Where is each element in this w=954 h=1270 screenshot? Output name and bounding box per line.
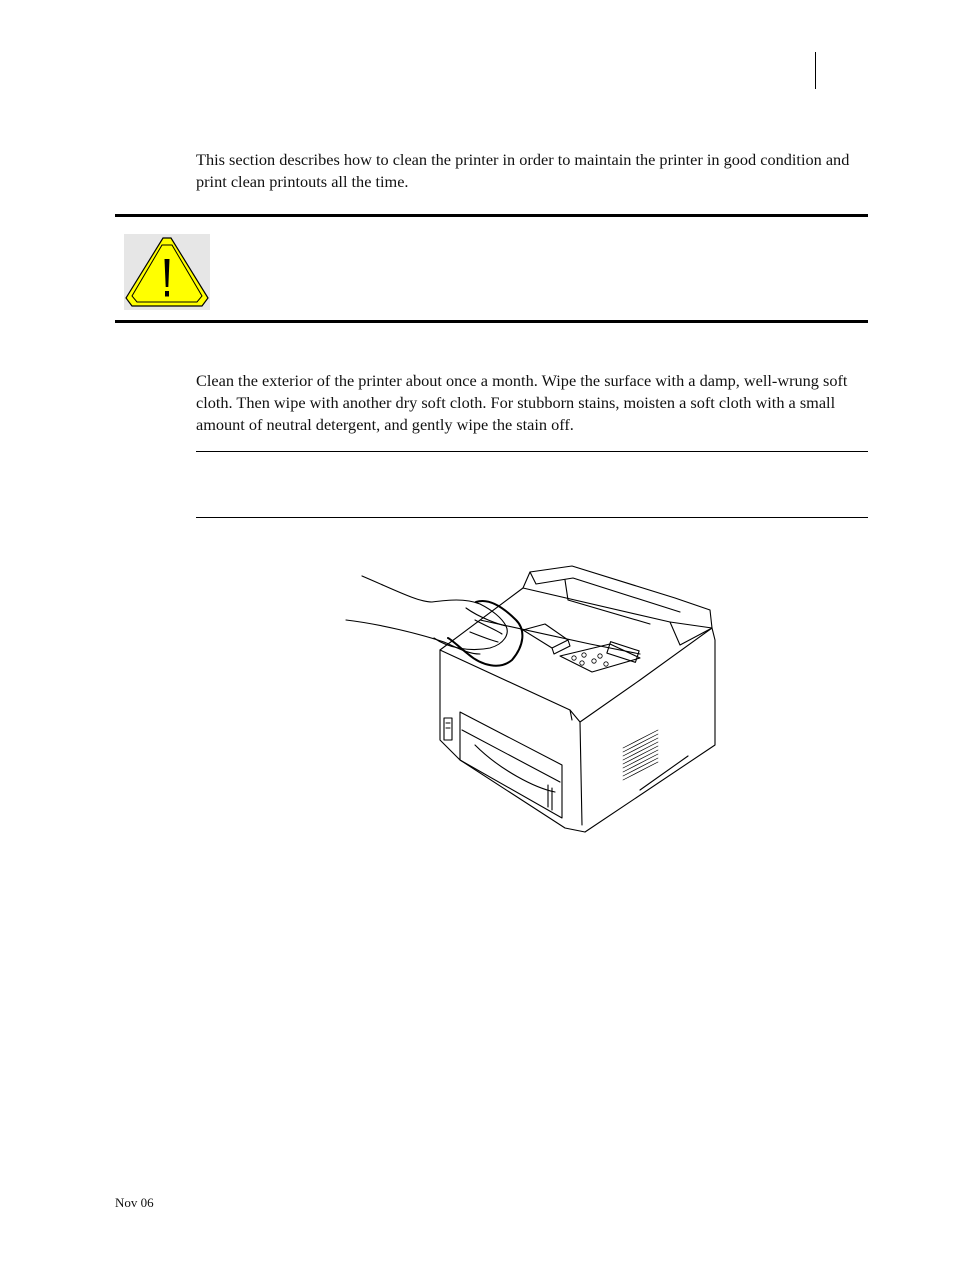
header-vertical-rule (815, 52, 816, 89)
note-bottom-rule (196, 517, 868, 518)
footer-date: Nov 06 (115, 1195, 154, 1210)
exterior-cleaning-paragraph: Clean the exterior of the printer about once a month. Wipe the surface with a damp, well-wrung soft cloth. Then wipe with another dry soft cloth. For stubborn stains, moisten a soft cloth with a small amount of neutral detergent, and gently wipe the stain off. (196, 371, 848, 434)
printer-cleaning-illustration (340, 560, 730, 840)
note-top-rule (196, 451, 868, 452)
intro-paragraph: This section describes how to clean the printer in order to maintain the printer in good condition and print clean printouts all the time. (196, 150, 850, 191)
warning-triangle-icon (124, 234, 210, 310)
caution-bottom-rule (115, 320, 868, 323)
caution-top-rule (115, 214, 868, 217)
